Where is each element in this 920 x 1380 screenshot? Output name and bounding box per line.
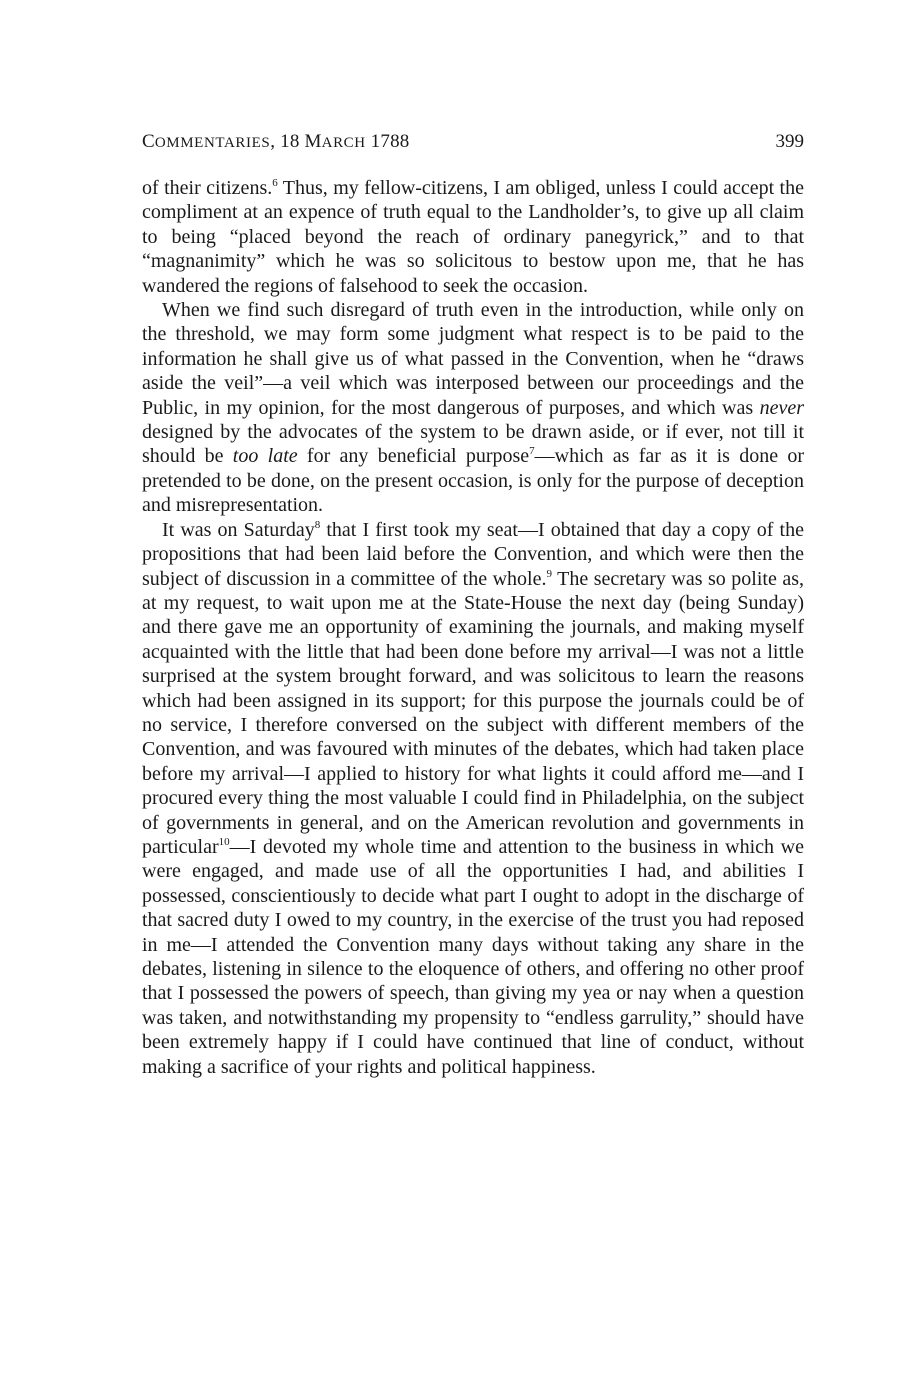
running-head-title: COMMENTARIES, 18 MARCH 1788 [142, 131, 410, 152]
footnote-ref-7[interactable]: 7 [529, 445, 535, 458]
paragraph-1: of their citizens.$^6$ Thus, my fellow-citizens, I am obliged, unless I could accept the compliment at an expence of truth equal to the Landholder’s, to give up all claim to being “placed beyond the reach of ordinary panegyrick,” and to that “magnanimity” which he was so solicitous to bestow upon me, that he has wandered the regions of falsehood to seek the occasion. [142, 177, 804, 297]
paragraph-2: When we find such disregard of truth even in the introduction, while only on the threshold, we may form some judgment what respect is to be paid to the information he shall give us of what passed in the Convention, when he “draws aside the veil”—a veil which was interposed between our proceedings and the Public, in my opinion, for the most dangerous of purposes, and which was never designed by the advocates of the system to be drawn aside, or if ever, not till it should be too late for any beneficial purpose$^7$—which as far as it is done or pretended to be done, on the present occasion, is only for the purpose of deception and misrepresentation. [142, 299, 805, 517]
footnote-ref-10[interactable]: 10 [218, 835, 230, 848]
emphasis-never: never [759, 396, 804, 419]
footnote-ref-6[interactable]: 6 [272, 177, 278, 189]
emphasis-too-late: too late [232, 445, 298, 468]
footnote-ref-8[interactable]: 8 [314, 518, 321, 531]
paragraph-3: It was on Saturday$^8$ that I first took my seat—I obtained that day a copy of the propositions that had been laid before the Convention, and which were then the subject of discussion in a committee of the whole.$^9$ The secretary was so polite as, at my request, to wait upon me at the State-House the next day (being Sunday) and there gave me an opportunity of examining the journals, and making myself acquainted with the little that had been done before my arrival—I was not a little surprised at the system brought forward, and was solicitous to learn the reasons which had been assigned in its support; for this purpose the journals could be of no service, I therefore conversed on the subject with different members of the Convention, and was favoured with minutes of the debates, which had taken place before my arrival—I applied to history for what lights it could afford me—and I procured every thing the most valuable I could find in Philadelphia, on the subject of governments in general, and on the American revolution and governments in particular$^{10}$—I devoted my whole time and attention to the business in which we were engaged, and made use of all the opportunities I had, and abilities I possessed, conscientiously to decide what part I ought to adopt in the discharge of that sacred duty I owed to my country, in the exercise of the trust you had reposed in me—I attended the Convention many days without taking any share in the debates, listening in silence to the eloquence of others, and offering no other proof that I possessed the powers of speech, than giving my yea or nay when a question was taken, and notwithstanding my propensity to “endless garrulity,” should have been extremely happy if I could have continued that line of conduct, without making a sacrifice of your rights and political happiness. [142, 518, 805, 1078]
page-number: 399 [775, 131, 804, 152]
footnote-ref-9[interactable]: 9 [546, 567, 552, 580]
running-head [142, 127, 804, 157]
body-text [142, 176, 804, 1079]
